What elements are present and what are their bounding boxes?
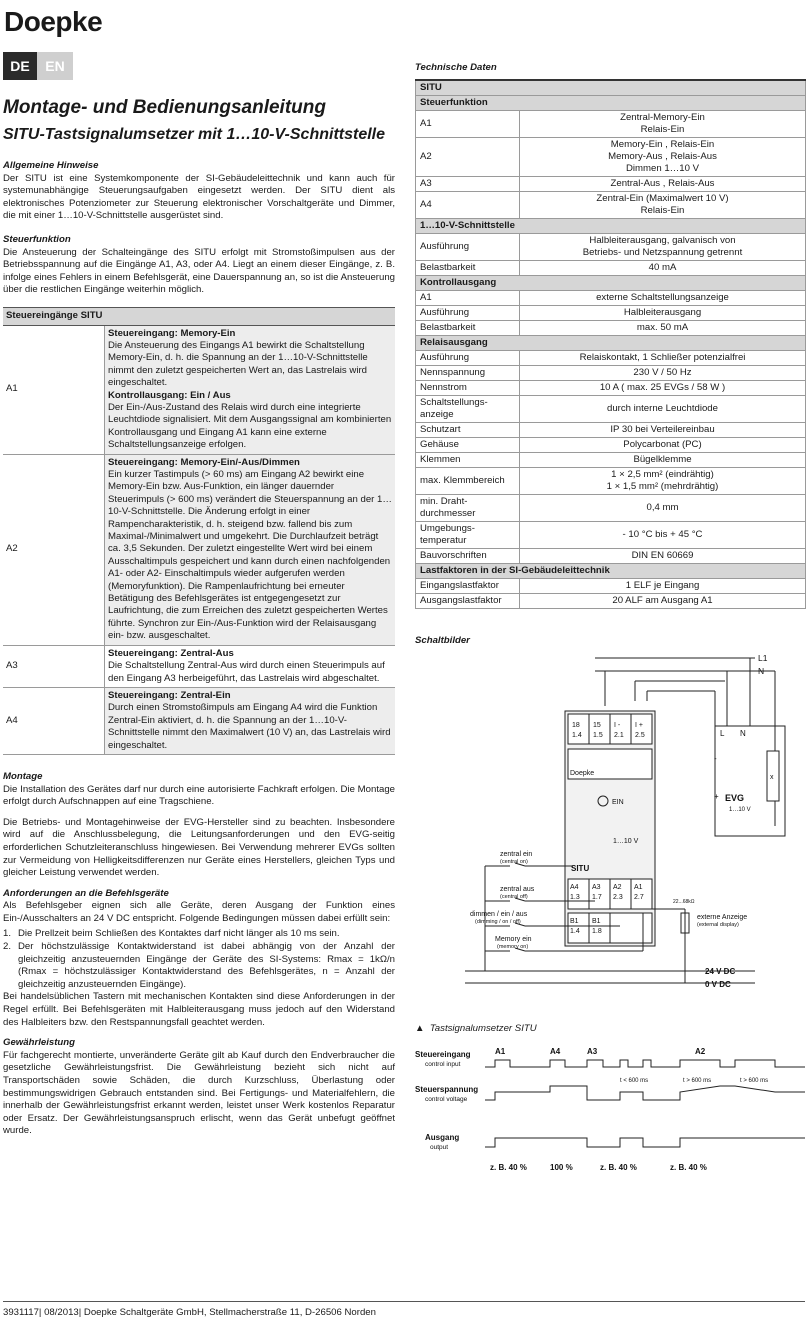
svg-text:z. B. 40 %: z. B. 40 % <box>490 1162 527 1172</box>
tech-value: DIN EN 60669 <box>520 548 806 563</box>
doc-title: Montage- und Bedienungsanleitung <box>3 97 326 118</box>
svg-text:z. B. 40 %: z. B. 40 % <box>600 1162 637 1172</box>
svg-text:-: - <box>714 754 717 764</box>
section-heading-gewaehrleistung: Gewährleistung <box>3 1037 75 1049</box>
svg-text:z. B. 40 %: z. B. 40 % <box>670 1162 707 1172</box>
tech-value: 1 ELF je Eingang <box>520 578 806 593</box>
lang-de[interactable]: DE <box>3 52 37 80</box>
row-label: A3 <box>3 645 105 687</box>
tech-value: 10 A ( max. 25 EVGs / 58 W ) <box>520 380 806 395</box>
tech-key: Ausgangslastfaktor <box>416 593 520 608</box>
svg-text:1.4: 1.4 <box>570 928 580 936</box>
tech-key: Nennstrom <box>416 380 520 395</box>
tech-row <box>416 380 806 395</box>
tech-row <box>416 176 806 191</box>
tech-row <box>416 437 806 452</box>
tech-key: Bauvorschriften <box>416 548 520 563</box>
svg-text:zentral aus: zentral aus <box>500 886 535 894</box>
footer-rule <box>3 1301 805 1302</box>
svg-text:Memory ein: Memory ein <box>495 936 532 944</box>
steuereingaenge-table <box>3 307 395 755</box>
tech-key: A3 <box>416 176 520 191</box>
tech-section-title: Steuerfunktion <box>416 95 806 110</box>
tech-value: 20 ALF am Ausgang A1 <box>520 593 806 608</box>
row-text <box>105 454 396 645</box>
svg-text:15: 15 <box>593 722 601 730</box>
tech-value: Zentral-Ein (Maximalwert 10 V) Relais-Ein <box>520 191 806 218</box>
tech-row <box>416 191 806 218</box>
svg-text:t > 600 ms: t > 600 ms <box>740 1077 769 1084</box>
tech-key: Ausführung <box>416 233 520 260</box>
list-item: 2. Der höchstzulässige Kontaktwiderstand ist dabei abhängig von der Anzahl der gleichzeitig anzusteuernden Eingänge der Geräte des SI-Systems: Rmax = 1kΩ/n (Rmax = höchstzulässiger Kontaktwiderstand des Befehlsgerätes, n = Anzahl der gleichzeitig anzusteuernden Eingänge). <box>3 941 395 990</box>
svg-text:2.5: 2.5 <box>635 732 645 740</box>
svg-text:(dimming / on / off): (dimming / on / off) <box>475 919 521 926</box>
svg-text:A2: A2 <box>613 884 622 892</box>
tech-row <box>416 260 806 275</box>
tech-section-header <box>416 335 806 350</box>
tech-value: Bügelklemme <box>520 452 806 467</box>
row-body: Die Ansteuerung des Eingangs A1 bewirkt die Schaltstellung Memory-Ein, d. h. die Spannung an der 1…10-V-Schnittstelle nimmt den zuletzt gespeicherten Wert an, das Lastrelais wird eingeschaltet. <box>108 339 368 389</box>
tech-key: Umgebungs- temperatur <box>416 521 520 548</box>
tech-value: 0,4 mm <box>520 494 806 521</box>
tech-row <box>416 350 806 365</box>
svg-text:A2: A2 <box>695 1046 706 1056</box>
row-title: Steuereingang: Zentral-Aus <box>108 647 234 659</box>
svg-text:output: output <box>430 1143 449 1151</box>
figure-caption: ▲ Tastsignalumsetzer SITU <box>415 1023 537 1035</box>
wiring-diagram <box>415 651 806 1021</box>
svg-text:dimmen / ein / aus: dimmen / ein / aus <box>470 911 528 919</box>
svg-text:A4: A4 <box>570 884 579 892</box>
montage-text-1: Die Installation des Gerätes darf nur durch eine autorisierte Fachkraft erfolgen. Die Montage erfolgt durch Aufschnappen auf eine Tragschiene. <box>3 783 395 808</box>
svg-text:Steuereingang: Steuereingang <box>415 1049 471 1059</box>
svg-text:22...68kΩ: 22...68kΩ <box>673 899 695 906</box>
tech-key: Ausführung <box>416 350 520 365</box>
tech-key: Schutzart <box>416 422 520 437</box>
svg-text:A3: A3 <box>587 1046 598 1056</box>
svg-text:1.7: 1.7 <box>592 894 602 902</box>
table-row <box>3 645 395 687</box>
label-n: N <box>758 666 765 677</box>
tech-key: Schaltstellungs- anzeige <box>416 395 520 422</box>
tech-value: Memory-Ein , Relais-Ein Memory-Aus , Relais-Aus Dimmen 1…10 V <box>520 137 806 176</box>
tech-row <box>416 452 806 467</box>
tech-key: Gehäuse <box>416 437 520 452</box>
svg-text:I -: I - <box>614 722 621 730</box>
tech-row <box>416 548 806 563</box>
svg-text:A3: A3 <box>592 884 601 892</box>
tech-value: durch interne Leuchtdiode <box>520 395 806 422</box>
svg-text:B1: B1 <box>570 918 579 926</box>
svg-text:0 V DC: 0 V DC <box>705 980 731 990</box>
tech-value: Zentral-Memory-Ein Relais-Ein <box>520 110 806 137</box>
svg-text:(memory on): (memory on) <box>497 944 529 951</box>
tech-row <box>416 110 806 137</box>
tech-key: Belastbarkeit <box>416 320 520 335</box>
montage-text-2: Die Betriebs- und Montagehinweise der EVG-Hersteller sind zu beachten. Insbesondere wird auf die Anschlussbelegung, die Leitungsanforderungen und den EVG-seitig erforderlichen Schutzleiteranschluss hingewiesen. Bei Verwendung mehrerer EVGs sollten zur Vermeidung von Helligkeitsdifferenzen nur Geräte eines Herstellers, gleichen Typs und gleicher Leistung verwendet werden. <box>3 816 395 879</box>
tech-row <box>416 320 806 335</box>
svg-text:zentral ein: zentral ein <box>500 851 533 859</box>
tech-section-title: 1…10-V-Schnittstelle <box>416 218 806 233</box>
tech-value: externe Schaltstellungsanzeige <box>520 290 806 305</box>
svg-text:control voltage: control voltage <box>425 1095 468 1103</box>
tech-value: Relaiskontakt, 1 Schließer potenzialfrei <box>520 350 806 365</box>
right-column <box>415 62 806 1182</box>
svg-text:I +: I + <box>635 722 643 730</box>
tech-product: SITU <box>416 80 806 96</box>
tech-key: Belastbarkeit <box>416 260 520 275</box>
svg-text:SITU: SITU <box>571 864 590 874</box>
tech-row <box>416 494 806 521</box>
language-switch <box>3 52 73 80</box>
row-body: Durch einen Stromstoßimpuls am Eingang A4 wird die Funktion Zentral-Ein aktiviert, d. h. die Spannung an der 1…10-V-Schnittstelle nimmt den Maximalwert (10 V) an, das Lastrelais wird eingeschaltet. <box>108 702 391 751</box>
svg-text:(central off): (central off) <box>500 894 528 901</box>
doc-subtitle: SITU-Tastsignalumsetzer mit 1…10-V-Schnittstelle <box>3 126 386 143</box>
tech-value: 40 mA <box>520 260 806 275</box>
tech-row <box>416 467 806 494</box>
tech-product-row <box>416 80 806 96</box>
tech-row <box>416 395 806 422</box>
row-title: Kontrollausgang: Ein / Aus <box>108 389 231 401</box>
tech-section-header <box>416 218 806 233</box>
tech-table <box>415 79 806 609</box>
svg-text:Steuerspannung: Steuerspannung <box>415 1084 479 1094</box>
allgemein-text: Der SITU ist eine Systemkomponente der SI-Gebäudeleittechnik und kann auch für systemunabhängige Steuerungsaufgaben eingesetzt werden. Der SITU dient als elektronisches Potenziometer zur Steuerung elektronischer Vorschaltgeräte und Dimmer, die mit einer 1…10-V-Schnittstelle ausgerüstet sind. <box>3 172 395 222</box>
svg-text:2.3: 2.3 <box>613 894 623 902</box>
tech-value: 230 V / 50 Hz <box>520 365 806 380</box>
section-heading-allgemein: Allgemeine Hinweise <box>3 160 99 171</box>
row-body: Die Schaltstellung Zentral-Aus wird durch einen Steuerimpuls auf den Eingang A3 herbeigeführt, das Lastrelais wird abgeschaltet. <box>108 660 385 684</box>
tech-key: A4 <box>416 191 520 218</box>
tech-row <box>416 233 806 260</box>
svg-text:1…10 V: 1…10 V <box>613 838 639 846</box>
tech-key: Eingangslastfaktor <box>416 578 520 593</box>
tech-key: A1 <box>416 290 520 305</box>
table-row <box>3 454 395 645</box>
tech-value: Halbleiterausgang, galvanisch von Betriebs- und Netzspannung getrennt <box>520 233 806 260</box>
svg-text:control input: control input <box>425 1060 461 1068</box>
section-heading-montage: Montage <box>3 770 43 782</box>
table-row <box>3 687 395 754</box>
tech-key: Ausführung <box>416 305 520 320</box>
row-title: Steuereingang: Memory-Ein/-Aus/Dimmen <box>108 456 300 468</box>
svg-text:A1: A1 <box>634 884 643 892</box>
tech-key: A2 <box>416 137 520 176</box>
svg-text:Doepke: Doepke <box>570 770 595 778</box>
svg-text:18: 18 <box>572 722 580 730</box>
tech-row <box>416 365 806 380</box>
tech-key: Nennspannung <box>416 365 520 380</box>
svg-text:A1: A1 <box>495 1046 506 1056</box>
row-text <box>105 645 396 687</box>
tech-row <box>416 578 806 593</box>
label-l1: L1 <box>758 653 768 664</box>
row-text <box>105 325 396 454</box>
svg-text:EIN: EIN <box>612 799 624 807</box>
footer: 3931117| 08/2013| Doepke Schaltgeräte GmbH, Stellmacherstraße 11, D-26506 Norden <box>3 1307 376 1318</box>
svg-text:1.8: 1.8 <box>592 928 602 936</box>
tech-value: IP 30 bei Verteilereinbau <box>520 422 806 437</box>
svg-text:1…10 V: 1…10 V <box>729 807 751 814</box>
tech-row <box>416 422 806 437</box>
svg-text:24 V DC: 24 V DC <box>705 967 736 977</box>
svg-text:B1: B1 <box>592 918 601 926</box>
row-title: Steuereingang: Memory-Ein <box>108 327 236 339</box>
anforderungen-text: Als Befehlsgeber eignen sich alle Geräte, deren Ausgang der Funktion eines Ein-/Ausschalters an 24 V DC entspricht. Folgende Bedingungen müssen dabei erfüllt sein: <box>3 900 395 924</box>
steuerfunktion-text: Die Ansteuerung der Schalteingänge des SITU erfolgt mit Stromstoßimpulsen aus der Betriebsspannung auf die Eingänge A1, A3, oder A4. Liegt an einem dieser Eingänge, z. B. infolge eines Fehlers in einem Befehlsgerät, eine Dauerspannung an, so ist die Ansteuerung über die restlichen Eingänge weiterhin möglich. <box>3 246 395 296</box>
svg-text:1.5: 1.5 <box>593 732 603 740</box>
tech-row <box>416 305 806 320</box>
list-item: 1. Die Prellzeit beim Schließen des Kontaktes darf nicht länger als 10 ms sein. <box>3 928 340 940</box>
row-label: A2 <box>3 454 105 645</box>
tech-row <box>416 521 806 548</box>
svg-text:L: L <box>720 729 725 739</box>
doepke-logo: Doepke <box>4 6 103 37</box>
tech-value: Polycarbonat (PC) <box>520 437 806 452</box>
table-header: Steuereingänge SITU <box>3 307 395 325</box>
svg-text:1.3: 1.3 <box>570 894 580 902</box>
tech-section-title: Lastfaktoren in der SI-Gebäudeleittechnik <box>416 563 806 578</box>
tech-value: max. 50 mA <box>520 320 806 335</box>
tech-key: A1 <box>416 110 520 137</box>
section-heading-steuerfunktion: Steuerfunktion <box>3 233 71 245</box>
lang-en[interactable]: EN <box>37 52 73 80</box>
schaltbilder-heading: Schaltbilder <box>415 634 470 646</box>
svg-text:+: + <box>714 792 719 802</box>
svg-text:EVG: EVG <box>725 793 745 804</box>
row-label: A4 <box>3 687 105 754</box>
svg-text:2.1: 2.1 <box>614 732 624 740</box>
tech-key: min. Draht- durchmesser <box>416 494 520 521</box>
row-body: Ein kurzer Tastimpuls (> 60 ms) am Eingang A2 bewirkt eine Memory-Ein bzw. Aus-Funktion, ein länger dauernder Steuerimpuls (> 600 ms) verändert die Steuerspannung an der 1…10-V-Schnittstelle. Die Änderung erfolgt in einer Rampencharakteristik, d. h. steigend bzw. fallend bis zum Maximal-/Minimalwert und umgekehrt. Die Durchlaufzeit beträgt ca. 3,5 Sekunden. Der zuletzt eingestellte Wert wird bei einem Ausschaltimpuls gespeichert und kann durch einen nachfolgenden A1- oder A2- Einschaltimpuls wieder aufgerufen werden (Memoryfunktion). Die Rampenlaufrichtung bei erneuter Betätigung des Befehlsgerätes ist entgegengesetzt zur Laufrichtung, die zum Erreichen des zuletzt gespeicherten Wertes führte. Synchron zur Ein-/Aus-Funktion wird der Relaisausgang ein- bzw. ausgeschaltet. <box>108 469 392 642</box>
svg-text:2.7: 2.7 <box>634 894 644 902</box>
row-label: A1 <box>3 325 105 454</box>
tech-value: Zentral-Aus , Relais-Aus <box>520 176 806 191</box>
tech-section-title: Kontrollausgang <box>416 275 806 290</box>
tech-key: Klemmen <box>416 452 520 467</box>
tech-section-header <box>416 563 806 578</box>
section-heading-anforderungen: Anforderungen an die Befehlsgeräte <box>3 887 169 899</box>
svg-text:N: N <box>740 729 746 739</box>
svg-text:(external display): (external display) <box>697 922 739 929</box>
svg-text:t < 600 ms: t < 600 ms <box>620 1077 649 1084</box>
svg-text:A4: A4 <box>550 1046 561 1056</box>
row-body: Der Ein-/Aus-Zustand des Relais wird durch eine integrierte Leuchtdiode signalisiert. Mit dem Ausgangssignal am kombinierten Kontrollausgang und Eingang A1 kann eine externe Schaltstellungsanzeige erfolgen. <box>108 401 392 451</box>
timing-diagram <box>415 1042 806 1182</box>
tech-value: - 10 °C bis + 45 °C <box>520 521 806 548</box>
svg-text:(central on): (central on) <box>500 859 528 866</box>
left-column <box>3 96 395 1138</box>
row-text <box>105 687 396 754</box>
svg-text:t > 600 ms: t > 600 ms <box>683 1077 712 1084</box>
gewaehrleistung-text: Für fachgerecht montierte, unveränderte Geräte gilt ab Kauf durch den Endverbraucher die gesetzliche Gewährleistungsfrist. Die Gewährleistung bezieht sich nicht auf Transportschäden sowie Schäden, die durch Kurzschluss, Überlastung oder bestimmungswidrigen Gebrauch entstanden sind. Bei Fertigungs- und Materialfehlern, die innerhalb der Gewährleistungsfrist erkannt werden, leistet unser Werk kostenlos Reparatur oder Ersatz. Der Gewährleistungsanspruch erlischt, wenn das Gerät unbefugt geöffnet wurde. <box>3 1049 395 1137</box>
anforderungen-list <box>3 928 395 991</box>
tech-row <box>416 290 806 305</box>
table-row <box>3 325 395 454</box>
svg-text:x: x <box>770 774 774 782</box>
svg-text:Ausgang: Ausgang <box>425 1132 460 1142</box>
tech-section-header <box>416 275 806 290</box>
row-title: Steuereingang: Zentral-Ein <box>108 689 231 701</box>
tech-heading: Technische Daten <box>415 62 497 73</box>
anforderungen-after: Bei handelsüblichen Tastern mit mechanischen Kontakten sind diese Anforderungen in der Regel erfüllt. Bei Befehlsgeräten mit Halbleiterausgang muss jedoch auf den Widerstand des Halbleiters bzw. den Restspannungsfall geachtet werden. <box>3 991 395 1028</box>
svg-text:externe Anzeige: externe Anzeige <box>697 914 748 922</box>
tech-key: max. Klemmbereich <box>416 467 520 494</box>
tech-value: Halbleiterausgang <box>520 305 806 320</box>
svg-text:1.4: 1.4 <box>572 732 582 740</box>
svg-text:100 %: 100 % <box>550 1162 573 1172</box>
tech-value: 1 × 2,5 mm² (eindrähtig) 1 × 1,5 mm² (mehrdrähtig) <box>520 467 806 494</box>
tech-section-header <box>416 95 806 110</box>
tech-row <box>416 593 806 608</box>
tech-row <box>416 137 806 176</box>
tech-section-title: Relaisausgang <box>416 335 806 350</box>
